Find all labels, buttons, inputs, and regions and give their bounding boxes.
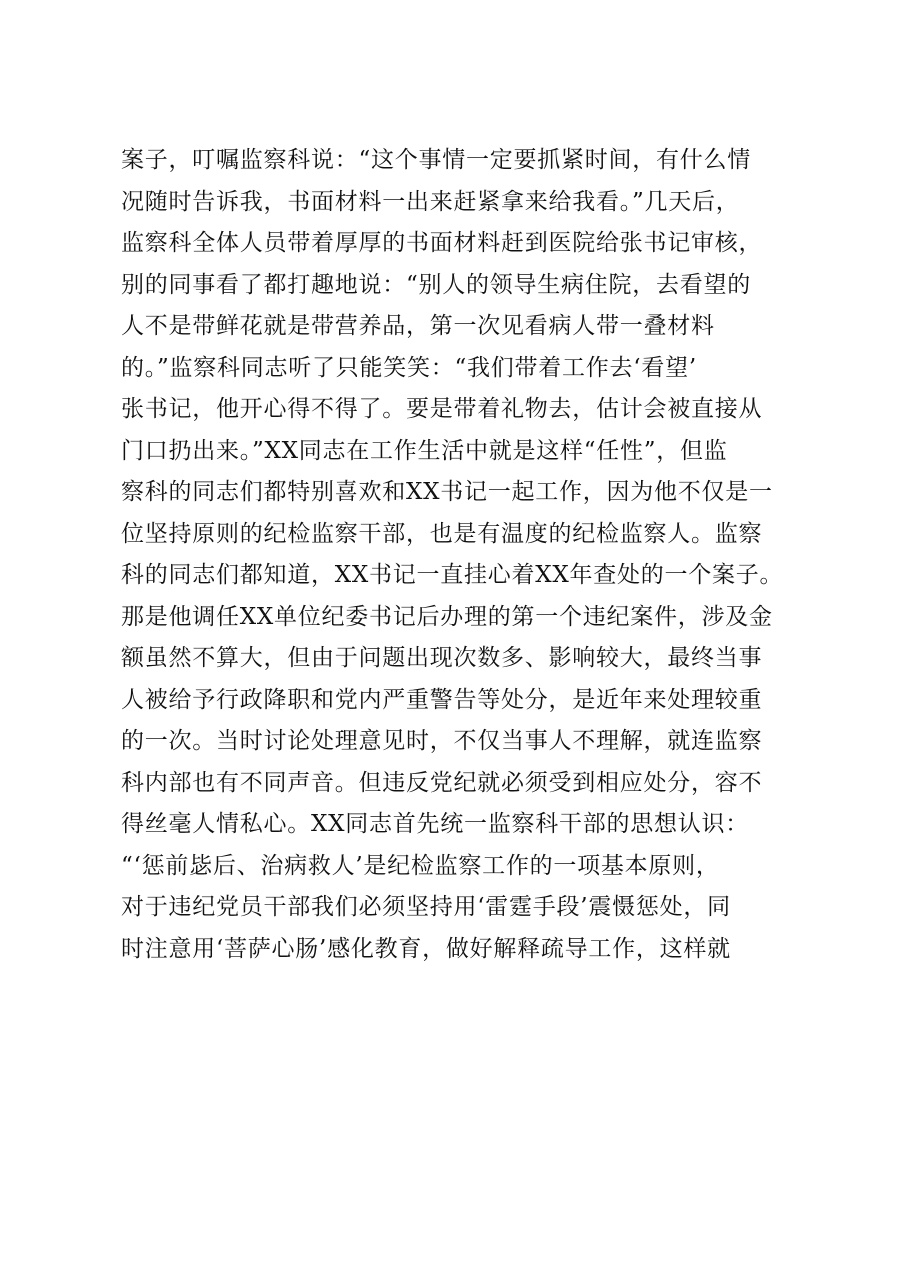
text-line: 位坚持原则的纪检监察干部，也是有温度的纪检监察人。监察 <box>121 520 763 547</box>
text-line: 得丝毫人情私心。XX同志首先统一监察科干部的思想认识： <box>121 811 749 837</box>
text-line: 门口扔出来。”XX同志在工作生活中就是这样“任性”，但监 <box>121 437 728 464</box>
text-line: “‘惩前毖后、治病救人’是纪检监察工作的一项基本原则， <box>121 852 720 879</box>
text-line: 张书记，他开心得不得了。要是带着礼物去，估计会被直接从 <box>121 396 763 422</box>
text-line: 科的同志们都知道，XX书记一直挂心着XX年查处的一个案子。 <box>121 562 784 588</box>
text-line: 人不是带鲜花就是带营养品，第一次见看病人带一叠材料 <box>121 313 715 339</box>
text-line: 的一次。当时讨论处理意见时，不仅当事人不理解，就连监察 <box>121 728 763 754</box>
text-line: 况随时告诉我，书面材料一出来赶紧拿来给我看。”几天后， <box>121 188 740 215</box>
body-text <box>121 140 801 970</box>
text-line: 对于违纪党员干部我们必须坚持用‘雷霆手段’震慑惩处，同 <box>121 894 731 920</box>
text-line: 别的同事看了都打趣地说：“别人的领导生病住院，去看望的 <box>121 271 752 298</box>
text-line: 察科的同志们都特别喜欢和XX书记一起工作，因为他不仅是一 <box>121 479 773 505</box>
text-line: 监察科全体人员带着厚厚的书面材料赶到医院给张书记审核， <box>121 230 763 256</box>
text-line: 科内部也有不同声音。但违反党纪就必须受到相应处分，容不 <box>121 769 763 796</box>
text-line: 那是他调任XX单位纪委书记后办理的第一个违纪案件，涉及金 <box>121 603 773 630</box>
text-line: 案子，叮嘱监察科说：“这个事情一定要抓紧时间，有什么情 <box>121 147 752 173</box>
text-line: 人被给予行政降职和党内严重警告等处分，是近年来处理较重 <box>121 686 763 713</box>
text-line: 的。”监察科同志听了只能笑笑：“我们带着工作去‘看望’ <box>121 354 697 381</box>
text-line: 额虽然不算大，但由于问题出现次数多、影响较大，最终当事 <box>121 645 763 671</box>
text-line: 时注意用‘菩萨心肠’感化教育，做好解释疏导工作，这样就 <box>121 935 731 962</box>
